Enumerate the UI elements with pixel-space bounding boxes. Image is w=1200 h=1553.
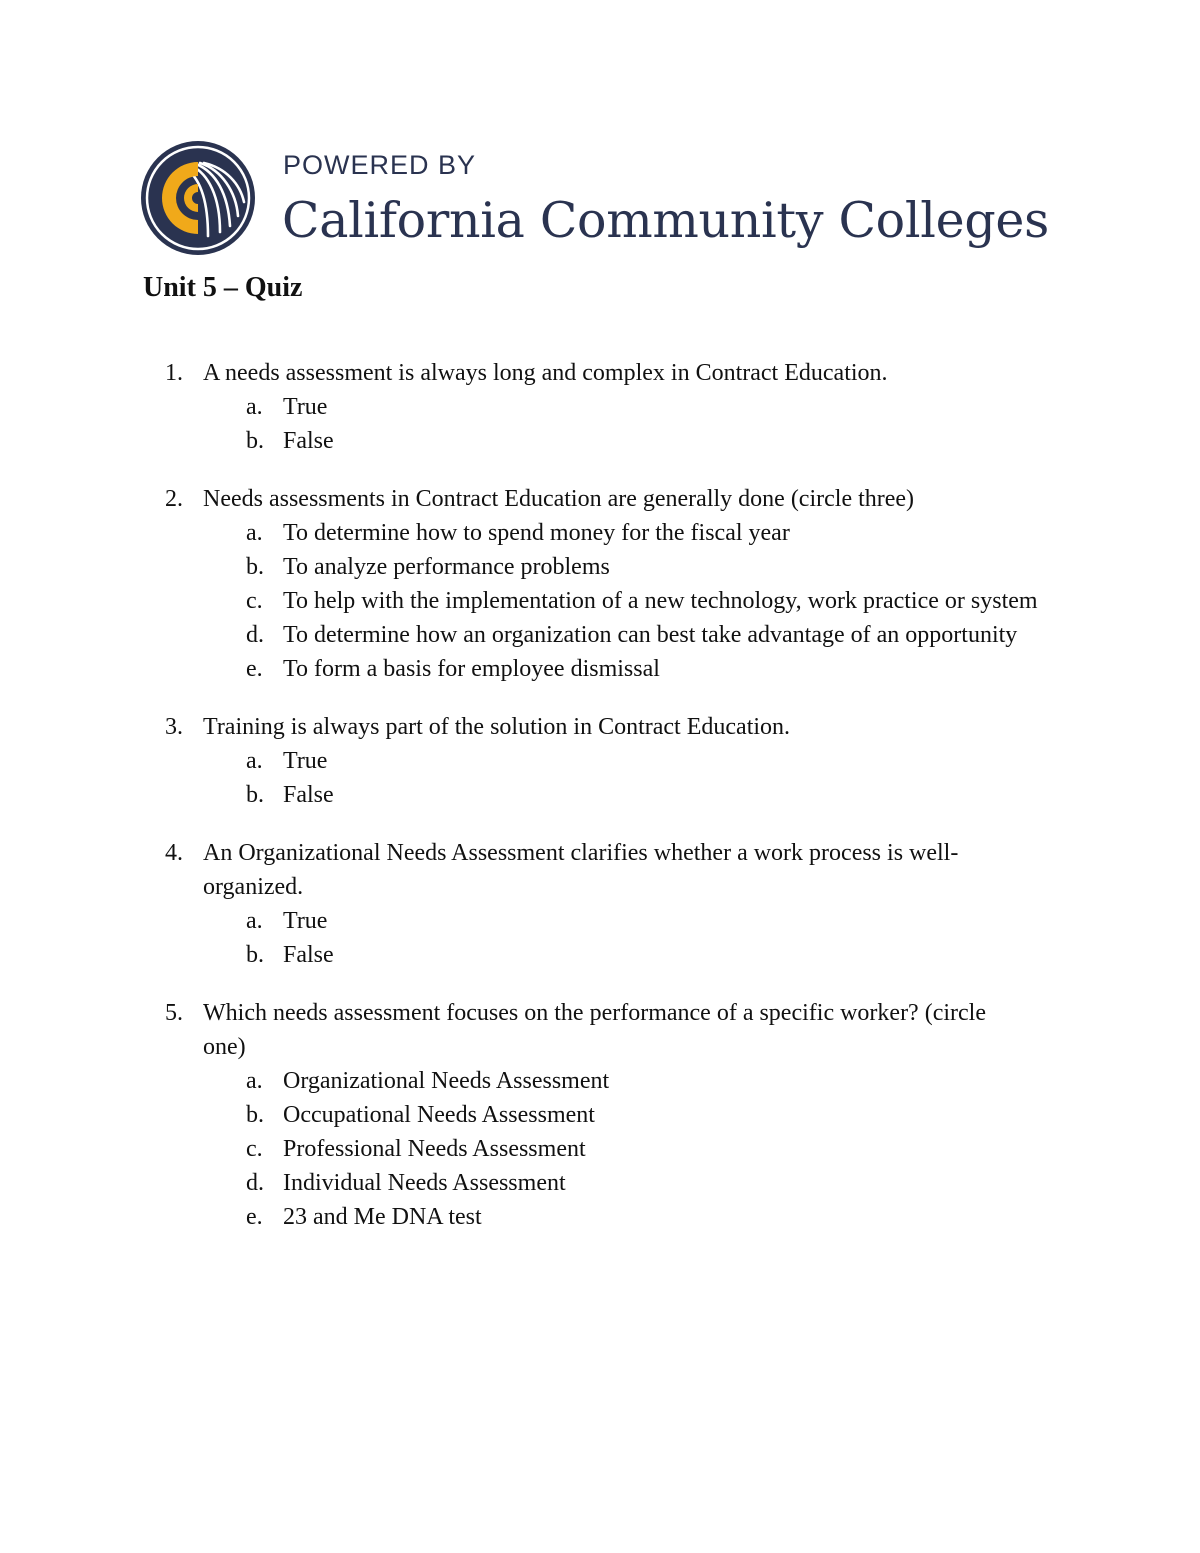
option-text: False (283, 782, 334, 808)
question-number: 1. (165, 360, 183, 386)
option-item (0, 390, 1200, 424)
logo-powered-by: POWERED BY (283, 150, 477, 180)
option-letter: c. (246, 1136, 263, 1162)
question-number: 2. (165, 486, 183, 512)
option-item (0, 1132, 1200, 1166)
option-letter: d. (246, 622, 264, 648)
question-number: 3. (165, 714, 183, 740)
option-item (0, 1200, 1200, 1234)
option-item (0, 744, 1200, 778)
question-text: Which needs assessment focuses on the performance of a specific worker? (circle one) (203, 1000, 986, 1060)
option-letter: a. (246, 908, 263, 934)
question-text: Needs assessments in Contract Education are generally done (circle three) (203, 486, 915, 512)
option-list (0, 516, 1200, 686)
option-item (0, 618, 1200, 652)
option-list (0, 390, 1200, 458)
option-item (0, 1098, 1200, 1132)
question-text: An Organizational Needs Assessment clarifies whether a work process is well-organized. (203, 840, 959, 900)
option-text: Individual Needs Assessment (283, 1170, 566, 1196)
option-item (0, 584, 1200, 618)
question-item (0, 710, 1200, 812)
option-item (0, 550, 1200, 584)
option-text: True (283, 394, 328, 420)
question-item (0, 836, 1200, 972)
option-list (0, 904, 1200, 972)
option-text: Occupational Needs Assessment (283, 1102, 595, 1128)
option-text: 23 and Me DNA test (283, 1204, 482, 1230)
option-letter: b. (246, 942, 264, 968)
question-list (0, 356, 1200, 1258)
option-text: Organizational Needs Assessment (283, 1068, 610, 1094)
option-text: To determine how to spend money for the fiscal year (283, 520, 790, 546)
logo-wordmark: California Community Colleges (282, 192, 1049, 249)
option-list (0, 744, 1200, 812)
option-text: To form a basis for employee dismissal (283, 656, 660, 682)
option-letter: d. (246, 1170, 264, 1196)
page-title: Unit 5 – Quiz (143, 272, 303, 303)
option-letter: c. (246, 588, 263, 614)
question-text: A needs assessment is always long and complex in Contract Education. (203, 360, 888, 386)
option-item (0, 1064, 1200, 1098)
option-text: To determine how an organization can best take advantage of an opportunity (283, 622, 1018, 648)
option-item (0, 424, 1200, 458)
option-text: True (283, 748, 328, 774)
option-letter: b. (246, 1102, 264, 1128)
option-text: True (283, 908, 328, 934)
question-item (0, 482, 1200, 686)
option-letter: e. (246, 1204, 263, 1230)
option-letter: a. (246, 394, 263, 420)
option-item (0, 778, 1200, 812)
question-item (0, 356, 1200, 458)
option-text: Professional Needs Assessment (283, 1136, 586, 1162)
california-community-colleges-seal-icon (140, 140, 256, 256)
question-text: Training is always part of the solution in Contract Education. (203, 714, 791, 740)
option-letter: a. (246, 1068, 263, 1094)
option-letter: a. (246, 520, 263, 546)
option-letter: b. (246, 554, 264, 580)
option-letter: b. (246, 782, 264, 808)
option-text: To analyze performance problems (283, 554, 610, 580)
option-text: False (283, 942, 334, 968)
option-item (0, 904, 1200, 938)
option-letter: e. (246, 656, 263, 682)
logo (140, 140, 1070, 260)
option-item (0, 938, 1200, 972)
option-letter: a. (246, 748, 263, 774)
question-item (0, 996, 1200, 1234)
option-text: False (283, 428, 334, 454)
option-item (0, 1166, 1200, 1200)
option-letter: b. (246, 428, 264, 454)
option-text: To help with the implementation of a new technology, work practice or system (283, 588, 1038, 614)
option-item (0, 516, 1200, 550)
option-list (0, 1064, 1200, 1234)
question-number: 4. (165, 840, 183, 866)
question-number: 5. (165, 1000, 183, 1026)
option-item (0, 652, 1200, 686)
